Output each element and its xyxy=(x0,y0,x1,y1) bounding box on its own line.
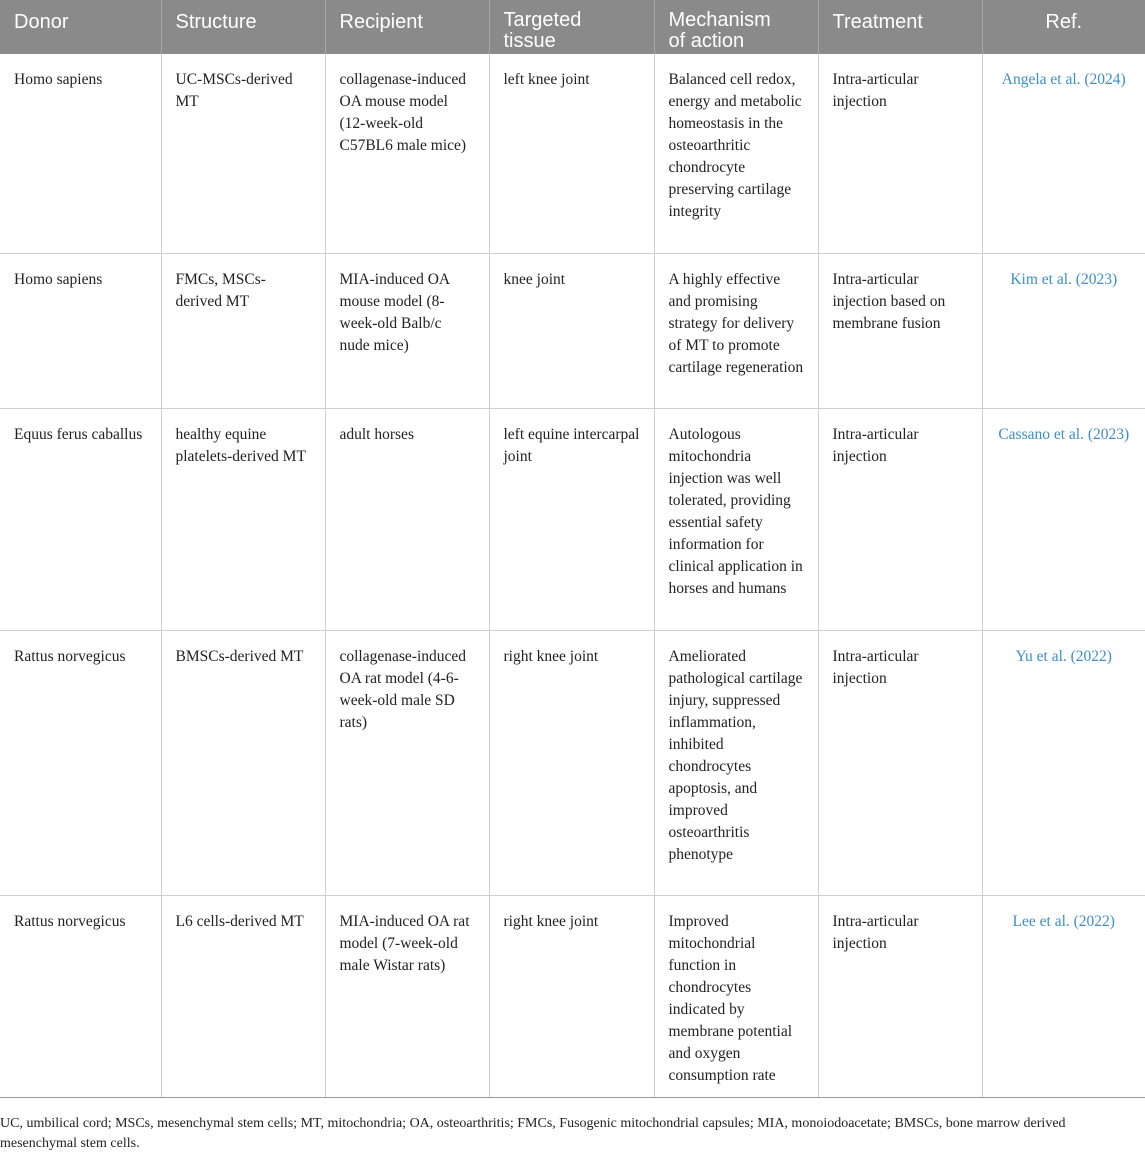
cell-targeted-tissue: left equine intercarpal joint xyxy=(489,408,654,630)
column-header-recipient: Recipient xyxy=(325,0,489,54)
table-header-row xyxy=(0,0,1145,54)
column-header-ref: Ref. xyxy=(982,0,1145,54)
column-header-donor: Donor xyxy=(0,0,161,54)
column-header-treatment: Treatment xyxy=(818,0,982,54)
table-footnote: UC, umbilical cord; MSCs, mesenchymal stem cells; MT, mitochondria; OA, osteoarthritis; FMCs, Fusogenic mitochondrial capsules; MIA, monoiodoacetate; BMSCs, bone marrow derived mesenchymal stem cells. xyxy=(0,1116,1066,1151)
cell-targeted-tissue: right knee joint xyxy=(489,895,654,1097)
cell-treatment: Intra-articular injection xyxy=(818,408,982,630)
cell-mechanism: Autologous mitochondria injection was well tolerated, providing essential safety information for clinical application in horses and humans xyxy=(654,408,818,630)
cell-treatment: Intra-articular injection xyxy=(818,630,982,895)
reference-link[interactable]: Cassano et al. (2023) xyxy=(998,425,1130,443)
cell-structure: healthy equine platelets-derived MT xyxy=(161,408,325,630)
cell-recipient: collagenase-induced OA rat model (4-6-week-old male SD rats) xyxy=(325,630,489,895)
cell-targeted-tissue: left knee joint xyxy=(489,54,654,253)
cell-structure: FMCs, MSCs-derived MT xyxy=(161,253,325,408)
cell-ref xyxy=(982,630,1145,895)
reference-link[interactable]: Angela et al. (2024) xyxy=(1001,71,1126,88)
cell-recipient: collagenase-induced OA mouse model (12-week-old C57BL6 male mice) xyxy=(325,54,489,253)
cell-mechanism: Improved mitochondrial function in chondrocytes indicated by membrane potential and oxygen consumption rate xyxy=(654,895,818,1097)
cell-treatment: Intra-articular injection based on membrane fusion xyxy=(818,253,982,408)
cell-treatment: Intra-articular injection xyxy=(818,895,982,1097)
cell-donor: Rattus norvegicus xyxy=(0,630,161,895)
cell-ref xyxy=(982,895,1145,1097)
reference-link[interactable]: Lee et al. (2022) xyxy=(1012,912,1115,930)
cell-mechanism: Balanced cell redox, energy and metabolic homeostasis in the osteoarthritic chondrocyte preserving cartilage integrity xyxy=(654,54,818,253)
cell-recipient: MIA-induced OA rat model (7-week-old male Wistar rats) xyxy=(325,895,489,1097)
cell-recipient: MIA-induced OA mouse model (8-week-old Balb/c nude mice) xyxy=(325,253,489,408)
cell-targeted-tissue: knee joint xyxy=(489,253,654,408)
cell-structure: UC-MSCs-derived MT xyxy=(161,54,325,253)
table-row xyxy=(0,408,1145,630)
column-header-targeted-tissue: Targeted tissue xyxy=(489,0,654,54)
reference-link[interactable]: Kim et al. (2023) xyxy=(1010,270,1118,288)
column-header-mechanism: Mechanism of action xyxy=(654,0,818,54)
cell-structure: L6 cells-derived MT xyxy=(161,895,325,1097)
cell-ref xyxy=(982,408,1145,630)
cell-recipient: adult horses xyxy=(325,408,489,630)
cell-structure: BMSCs-derived MT xyxy=(161,630,325,895)
cell-targeted-tissue: right knee joint xyxy=(489,630,654,895)
table-row xyxy=(0,253,1145,408)
cell-donor: Equus ferus caballus xyxy=(0,408,161,630)
cell-treatment: Intra-articular injection xyxy=(818,54,982,253)
column-header-structure: Structure xyxy=(161,0,325,54)
cell-mechanism: A highly effective and promising strategy for delivery of MT to promote cartilage regeneration xyxy=(654,253,818,408)
table-row xyxy=(0,630,1145,895)
cell-ref xyxy=(982,253,1145,408)
cell-donor: Homo sapiens xyxy=(0,54,161,253)
cell-mechanism: Ameliorated pathological cartilage injury, suppressed inflammation, inhibited chondrocytes apoptosis, and improved osteoarthritis phenotype xyxy=(654,630,818,895)
table-row xyxy=(0,54,1145,253)
table-row xyxy=(0,895,1145,1097)
cell-ref xyxy=(982,54,1145,253)
cell-donor: Rattus norvegicus xyxy=(0,895,161,1097)
cell-donor: Homo sapiens xyxy=(0,253,161,408)
reference-link[interactable]: Yu et al. (2022) xyxy=(1015,647,1112,665)
